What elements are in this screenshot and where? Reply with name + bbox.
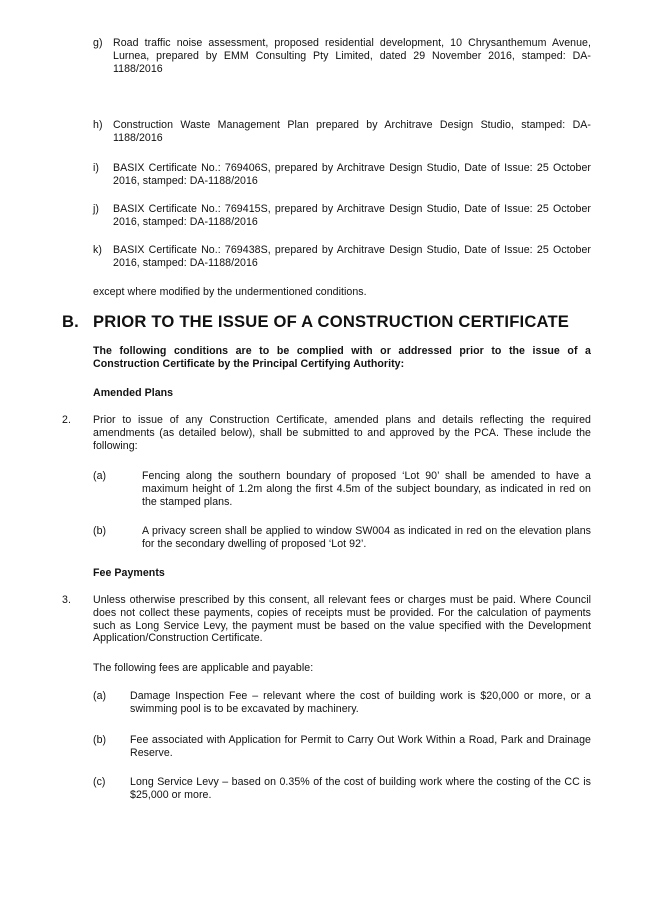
list-item-text: Road traffic noise assessment, proposed residential development, 10 Chrysanthemum Avenue, Lurnea, prepared by EMM Consulting Pty Limited, dated 29 November 2016, stamped: DA-1188/2016: [113, 37, 591, 75]
list-item-letter: j): [93, 203, 99, 215]
section-intro: The following conditions are to be complied with or addressed prior to the issue of a Construction Certificate by the Principal Certifying Authority:: [93, 345, 591, 370]
condition-text: Prior to issue of any Construction Certificate, amended plans and details reflecting the required amendments (as detailed below), shall be submitted to and approved by the PCA. These include the following:: [93, 414, 591, 452]
sub-item-text: Damage Inspection Fee – relevant where the cost of building work is $20,000 or more, or a swimming pool is to be excavated by machinery.: [130, 690, 591, 715]
sub-item-label: (a): [93, 470, 107, 482]
sub-item-label: (b): [93, 525, 107, 537]
list-item-letter: h): [93, 119, 103, 131]
subheading-amended-plans: Amended Plans: [93, 387, 174, 399]
list-item-letter: i): [93, 162, 99, 174]
condition-number: 2.: [62, 414, 71, 426]
list-item-text: Construction Waste Management Plan prepared by Architrave Design Studio, stamped: DA-1188/2016: [113, 119, 591, 144]
list-item-text: BASIX Certificate No.: 769406S, prepared by Architrave Design Studio, Date of Issue: 25 October 2016, stamped: DA-1188/2016: [113, 162, 591, 187]
sub-item-label: (c): [93, 776, 106, 788]
list-item-text: BASIX Certificate No.: 769415S, prepared by Architrave Design Studio, Date of Issue: 25 October 2016, stamped: DA-1188/2016: [113, 203, 591, 228]
sub-item-label: (b): [93, 734, 107, 746]
sub-item-text: Fee associated with Application for Permit to Carry Out Work Within a Road, Park and Drainage Reserve.: [130, 734, 591, 759]
list-item-letter: k): [93, 244, 102, 256]
sub-item-text: Fencing along the southern boundary of proposed ‘Lot 90’ shall be amended to have a maximum height of 1.2m along the first 4.5m of the subject boundary, as indicated in red on the stamped plans.: [142, 470, 591, 508]
sub-item-text: A privacy screen shall be applied to window SW004 as indicated in red on the elevation plans for the secondary dwelling of proposed ‘Lot 92’.: [142, 525, 591, 550]
list-item-text: BASIX Certificate No.: 769438S, prepared by Architrave Design Studio, Date of Issue: 25 October 2016, stamped: DA-1188/2016: [113, 244, 591, 269]
condition-number: 3.: [62, 594, 71, 606]
fees-intro: The following fees are applicable and payable:: [93, 662, 314, 674]
sub-item-label: (a): [93, 690, 107, 702]
condition-text: Unless otherwise prescribed by this consent, all relevant fees or charges must be paid. Where Council does not collect these payments, copies of receipts must be provided. For the calculation of payments such as Long Service Levy, the payment must be based on the value specified with the Development Application/Construction Certificate.: [93, 594, 591, 645]
section-letter: B.: [62, 312, 79, 331]
except-text: except where modified by the undermentioned conditions.: [93, 286, 367, 298]
list-item-letter: g): [93, 37, 103, 49]
section-title: PRIOR TO THE ISSUE OF A CONSTRUCTION CERTIFICATE: [93, 312, 570, 331]
sub-item-text: Long Service Levy – based on 0.35% of the cost of building work where the costing of the CC is $25,000 or more.: [130, 776, 591, 801]
subheading-fee-payments: Fee Payments: [93, 567, 165, 579]
